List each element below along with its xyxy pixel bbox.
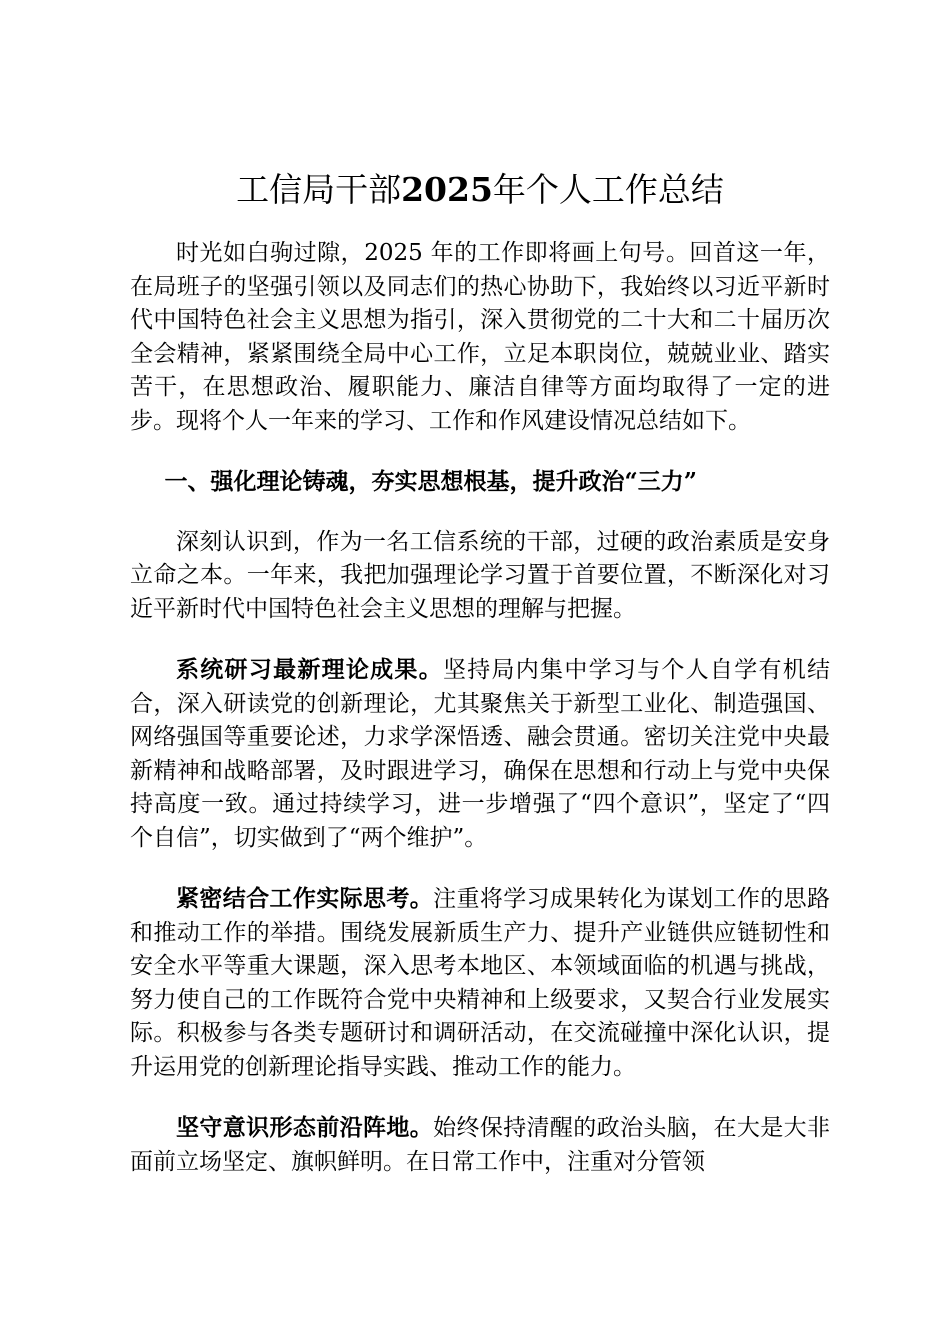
title-year: 2025 (401, 170, 493, 209)
section-1-intro-paragraph: 深刻认识到，作为一名工信系统的干部，过硬的政治素质是安身立命之本。一年来，我把加强理论学习置于首要位置，不断深化对习近平新时代中国特色社会主义思想的理解与把握。 (130, 528, 830, 622)
item-2-paragraph (130, 882, 830, 1084)
document-page (130, 168, 830, 1206)
item-2-lead: 紧密结合工作实际思考。 (176, 885, 434, 912)
item-1-body: 坚持局内集中学习与个人自学有机结合，深入研读党的创新理论，尤其聚焦关于新型工业化、制造强国、网络强国等重要论述，力求学深悟透、融会贯通。密切关注党中央最新精神和战略部署，及时跟进学习，确保在思想和行动上与党中央保持高度一致。通过持续学习，进一步增强了“四个意识”，坚定了“四个自信”，切实做到了“两个维护”。 (130, 657, 831, 851)
item-2-body: 注重将学习成果转化为谋划工作的思路和推动工作的举措。围绕发展新质生产力、提升产业链供应链韧性和安全水平等重大课题，深入思考本地区、本领域面临的机遇与挑战，努力使自己的工作既符合党中央精神和上级要求，又契合行业发展实际。积极参与各类专题研讨和调研活动，在交流碰撞中深化认识，提升运用党的创新理论指导实践、推动工作的能力。 (130, 886, 831, 1080)
item-3-paragraph (130, 1111, 830, 1179)
intro-paragraph: 时光如白驹过隙，2025 年的工作即将画上句号。回首这一年，在局班子的坚强引领以及同志们的热心协助下，我始终以习近平新时代中国特色社会主义思想为指引，深入贯彻党的二十大和二十届历次全会精神，紧紧围绕全局中心工作，立足本职岗位，兢兢业业、踏实苦干，在思想政治、履职能力、廉洁自律等方面均取得了一定的进步。现将个人一年来的学习、工作和作风建设情况总结如下。 (130, 240, 830, 434)
item-1-lead: 系统研习最新理论成果。 (176, 656, 443, 683)
title-prefix: 工信局干部 (236, 170, 402, 209)
title-suffix: 年个人工作总结 (492, 170, 724, 209)
section-1-heading: 一、强化理论铸魂，夯实思想根基，提升政治“三力” (164, 468, 697, 495)
item-3-lead: 坚守意识形态前沿阵地。 (176, 1114, 434, 1141)
document-title (130, 168, 830, 212)
item-1-paragraph (130, 653, 830, 855)
item-3-body: 始终保持清醒的政治头脑，在大是大非面前立场坚定、旗帜鲜明。在日常工作中，注重对分管领 (130, 1115, 831, 1175)
